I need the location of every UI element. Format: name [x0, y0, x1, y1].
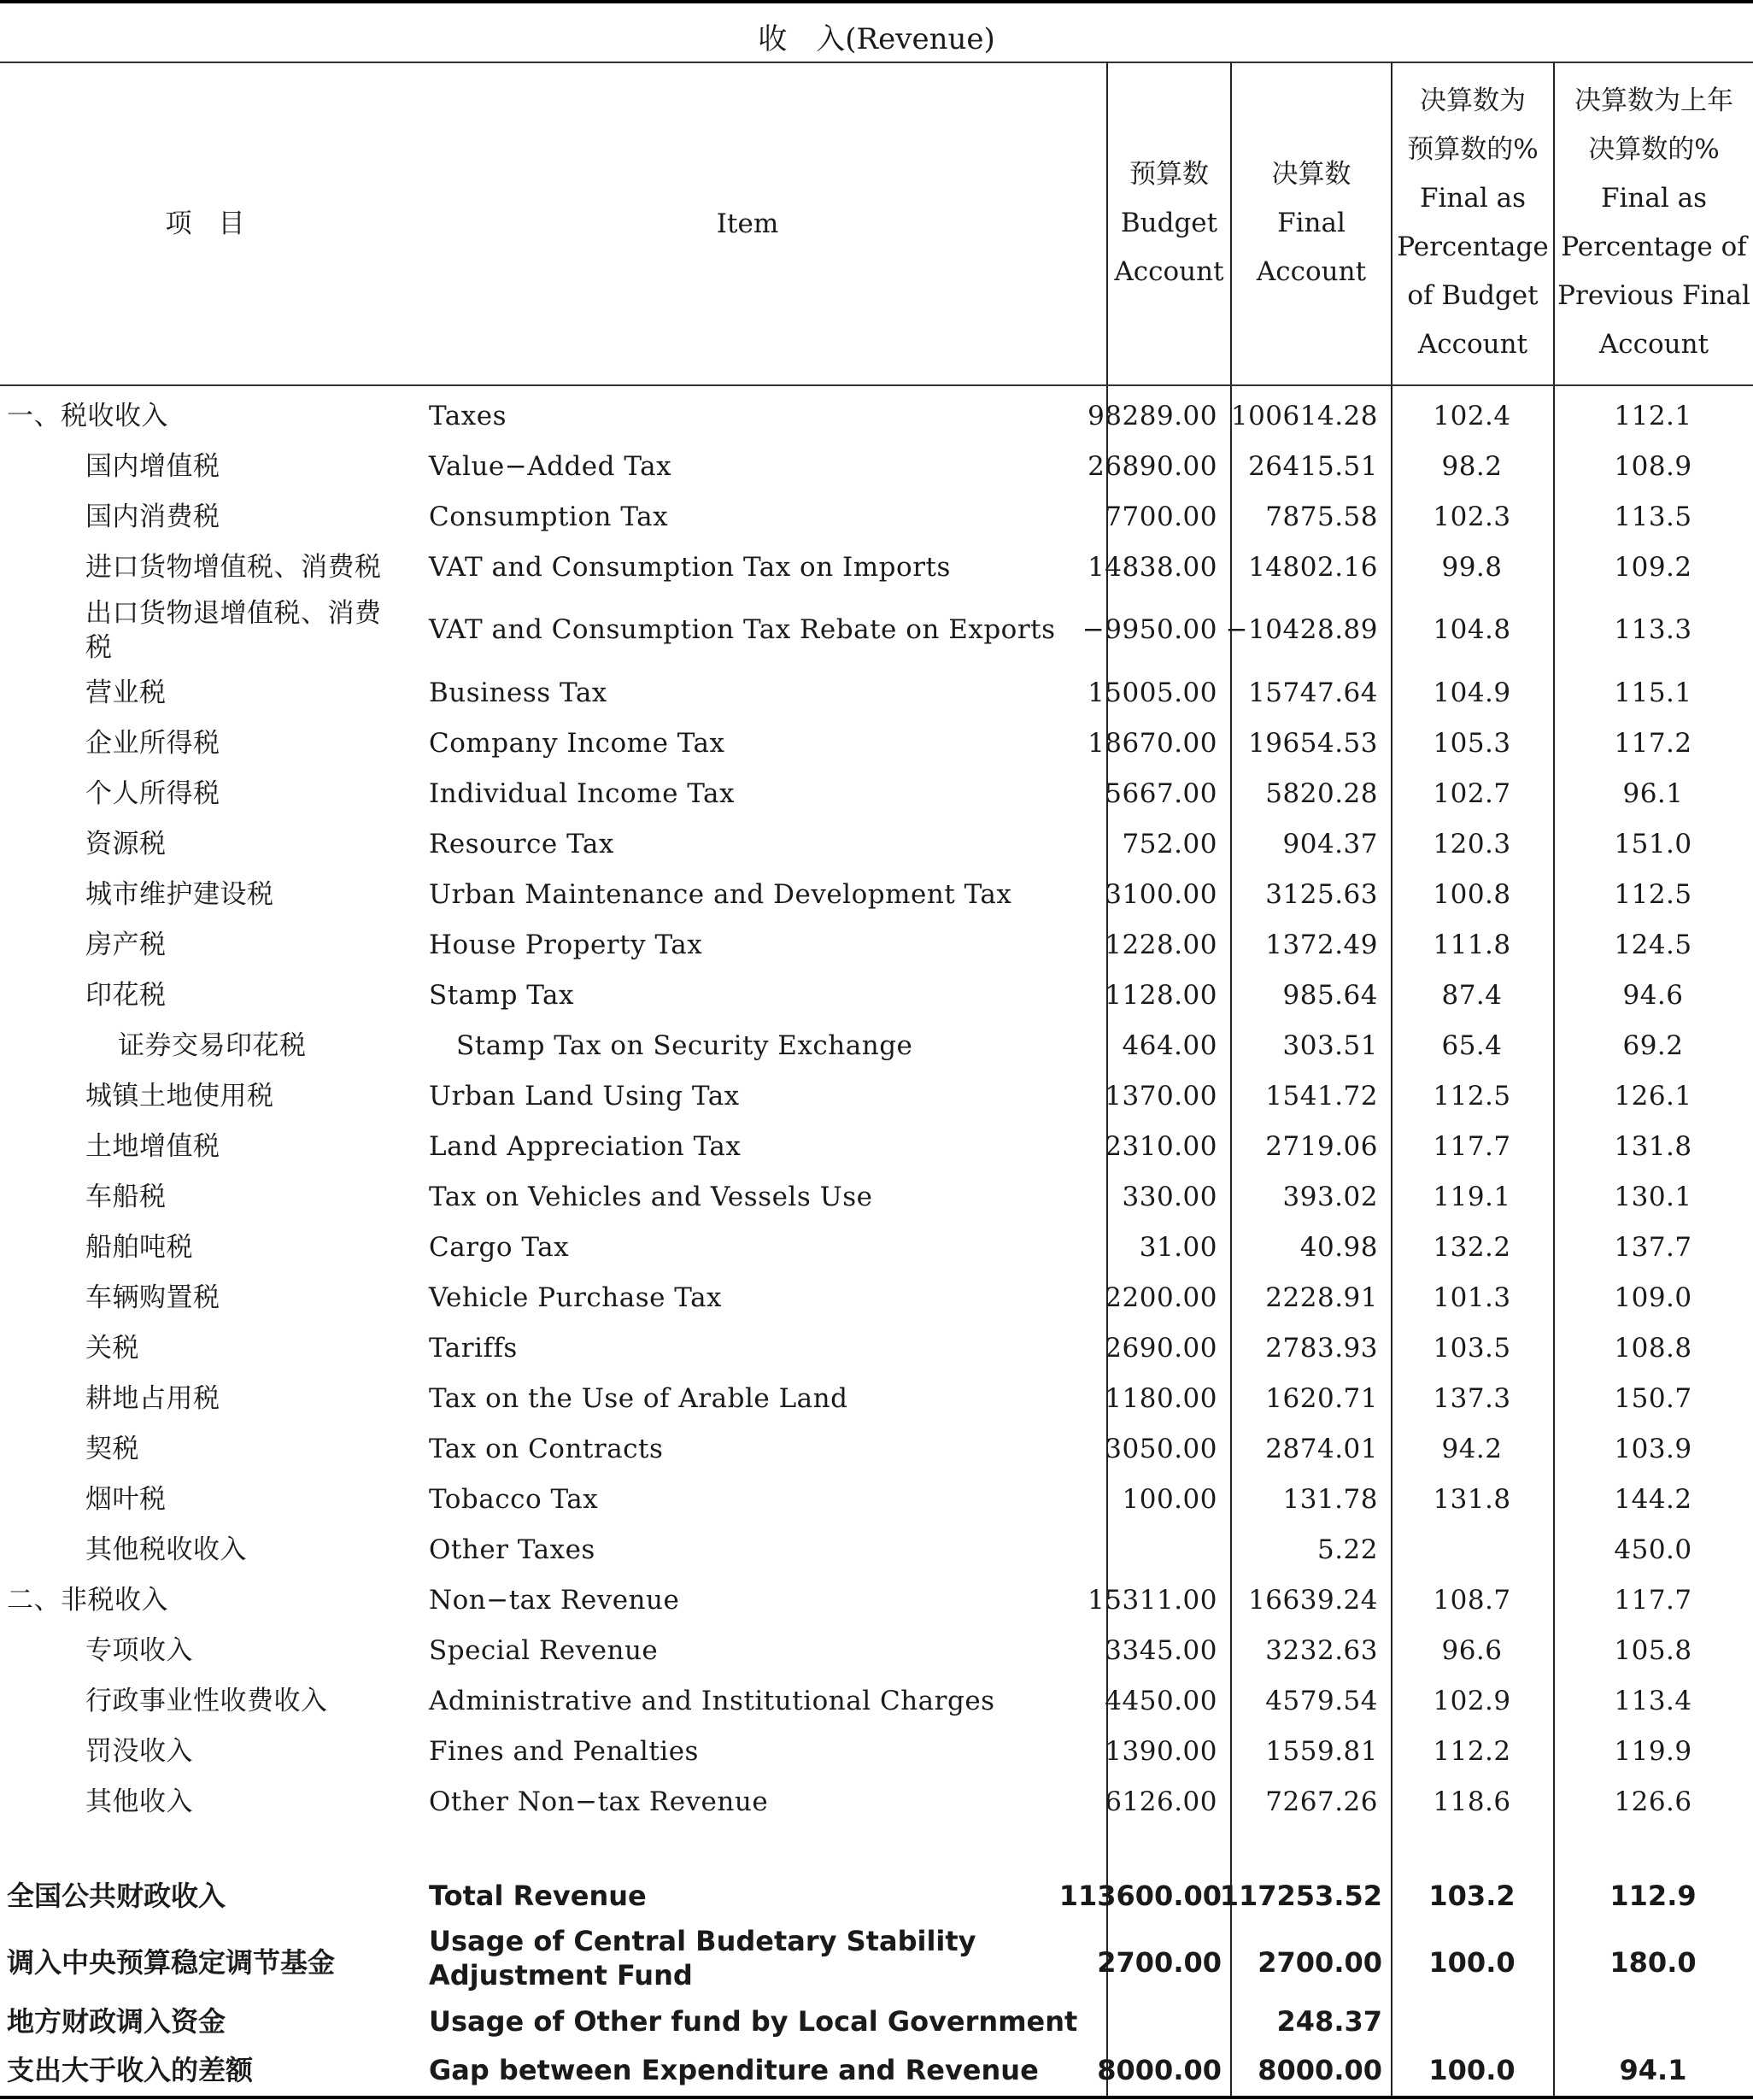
header-budget [1108, 150, 1230, 296]
row-label-cn: 罚没收入 [85, 1735, 193, 1767]
row-value-final: 1541.72 [1265, 1080, 1378, 1112]
row-value-final: 1620.71 [1265, 1382, 1378, 1414]
row-value-pct-prev: 113.5 [1614, 501, 1692, 532]
row-value-budget: 100.00 [1122, 1483, 1217, 1515]
row-value-pct-budget: 103.5 [1433, 1332, 1511, 1364]
row-value-budget: 2200.00 [1105, 1282, 1217, 1313]
summary-value-final: 117253.52 [1219, 1880, 1382, 1912]
row-value-pct-prev: 126.6 [1614, 1786, 1692, 1817]
row-value-final: 1372.49 [1265, 929, 1378, 960]
row-value-final: 5820.28 [1265, 777, 1378, 809]
summary-label-cn: 支出大于收入的差额 [7, 2053, 254, 2086]
row-label-en: Business Tax [429, 677, 607, 708]
row-value-budget: 3050.00 [1105, 1433, 1217, 1464]
row-label-en: Fines and Penalties [429, 1735, 699, 1767]
row-label-en: Non−tax Revenue [429, 1584, 680, 1616]
row-value-pct-prev: 108.9 [1614, 450, 1692, 482]
row-value-pct-prev: 151.0 [1614, 828, 1692, 859]
row-value-final: 393.02 [1282, 1181, 1378, 1212]
header-pct-budget-line: Account [1417, 329, 1528, 360]
row-value-budget: 26890.00 [1088, 450, 1217, 482]
row-value-budget: 5667.00 [1105, 777, 1217, 809]
row-value-budget: 1228.00 [1105, 929, 1217, 960]
row-label-en: House Property Tax [429, 929, 703, 960]
row-label-en: Special Revenue [429, 1634, 659, 1666]
row-value-budget: 31.00 [1139, 1231, 1217, 1263]
row-label-cn: 关税 [85, 1332, 139, 1364]
summary-label-en: Gap between Expenditure and Revenue [429, 2053, 1039, 2086]
summary-value-final: 248.37 [1276, 2004, 1382, 2038]
row-label-en: VAT and Consumption Tax on Imports [429, 551, 951, 583]
row-label-cn: 个人所得税 [85, 777, 220, 809]
row-label-cn: 营业税 [85, 677, 167, 708]
row-value-pct-prev: 113.4 [1614, 1685, 1692, 1716]
row-value-final: 5.22 [1316, 1534, 1378, 1565]
row-value-pct-budget: 87.4 [1441, 979, 1503, 1011]
row-label-cn: 车辆购置税 [85, 1282, 220, 1313]
row-value-budget: 1128.00 [1105, 979, 1217, 1011]
row-value-budget: 1370.00 [1105, 1080, 1217, 1112]
row-value-pct-prev: 115.1 [1614, 677, 1692, 708]
row-label-cn: 耕地占用税 [85, 1382, 220, 1414]
row-value-pct-prev: 69.2 [1622, 1029, 1684, 1061]
title-rule [0, 62, 1753, 63]
header-pct-budget-line: 预算数的% [1407, 134, 1539, 165]
summary-label-cn: 地方财政调入资金 [7, 2004, 226, 2038]
row-value-final: 2228.91 [1265, 1282, 1378, 1313]
header-budget-line: Budget [1120, 208, 1218, 238]
row-value-pct-budget: 131.8 [1433, 1483, 1511, 1515]
row-value-final: 2719.06 [1265, 1130, 1378, 1162]
header-pct-prev-line: 决算数为上年 [1574, 85, 1733, 116]
row-value-final: 15747.64 [1248, 677, 1378, 708]
row-label-en: Tax on Vehicles and Vessels Use [429, 1181, 873, 1212]
row-value-pct-budget: 102.9 [1433, 1685, 1511, 1716]
summary-label-cn: 调入中央预算稳定调节基金 [7, 1946, 336, 1979]
header-rule [0, 384, 1753, 386]
row-label-en: Other Taxes [429, 1534, 595, 1565]
row-value-final: 2783.93 [1265, 1332, 1378, 1364]
row-label-en: Urban Maintenance and Development Tax [429, 878, 1012, 910]
summary-value-pct-budget: 100.0 [1428, 2053, 1516, 2086]
row-label-cn: 城市维护建设税 [85, 878, 274, 910]
row-value-pct-prev: 109.0 [1614, 1282, 1692, 1313]
row-value-pct-budget: 100.8 [1433, 878, 1511, 910]
row-value-final: 16639.24 [1248, 1584, 1378, 1616]
summary-label-en: Usage of Other fund by Local Government [429, 2004, 1078, 2038]
summary-value-pct-budget: 103.2 [1428, 1880, 1516, 1912]
row-value-pct-prev: 109.2 [1614, 551, 1692, 583]
row-value-pct-prev: 137.7 [1614, 1231, 1692, 1263]
row-value-pct-prev: 117.2 [1614, 727, 1692, 759]
row-label-en: Resource Tax [429, 828, 614, 859]
row-label-en: Tax on Contracts [429, 1433, 664, 1464]
row-label-en: Tax on the Use of Arable Land [429, 1382, 848, 1414]
row-value-budget: 18670.00 [1088, 727, 1217, 759]
row-value-pct-budget: 105.3 [1433, 727, 1511, 759]
row-label-cn: 证券交易印花税 [118, 1029, 307, 1061]
row-value-budget: 464.00 [1122, 1029, 1217, 1061]
row-label-en: Urban Land Using Tax [429, 1080, 740, 1112]
row-value-pct-budget: 102.3 [1433, 501, 1511, 532]
row-value-final: 3232.63 [1265, 1634, 1378, 1666]
row-label-en: Administrative and Institutional Charges [429, 1685, 995, 1716]
header-final-line: 决算数 [1271, 159, 1351, 190]
row-label-cn: 其他收入 [85, 1786, 193, 1817]
summary-label-en: Usage of Central Budetary Stability Adjustment Fund [429, 1925, 976, 1991]
row-value-pct-prev: 112.1 [1614, 400, 1692, 431]
row-value-final: 100614.28 [1230, 400, 1378, 431]
row-value-pct-prev: 124.5 [1614, 929, 1692, 960]
row-value-final: 2874.01 [1265, 1433, 1378, 1464]
row-value-final: 3125.63 [1265, 878, 1378, 910]
row-value-pct-prev: 119.9 [1614, 1735, 1692, 1767]
row-value-final: 7875.58 [1265, 501, 1378, 532]
row-value-pct-budget: 104.9 [1433, 677, 1511, 708]
row-label-cn: 车船税 [85, 1181, 167, 1212]
row-label-en: Individual Income Tax [429, 777, 736, 809]
row-value-pct-budget: 119.1 [1433, 1181, 1511, 1212]
row-value-pct-budget: 94.2 [1441, 1433, 1503, 1464]
row-value-pct-budget: 65.4 [1441, 1029, 1503, 1061]
row-value-pct-prev: 112.5 [1614, 878, 1692, 910]
row-value-pct-budget: 98.2 [1441, 450, 1503, 482]
row-value-pct-budget: 102.7 [1433, 777, 1511, 809]
row-value-pct-prev: 108.8 [1614, 1332, 1692, 1364]
summary-value-pct-budget: 100.0 [1428, 1946, 1516, 1979]
row-value-budget: 1180.00 [1105, 1382, 1217, 1414]
row-value-pct-prev: 144.2 [1614, 1483, 1692, 1515]
row-value-final: 904.37 [1282, 828, 1378, 859]
row-value-final: 7267.26 [1265, 1786, 1378, 1817]
table-title: 收 入(Revenue) [758, 22, 995, 56]
header-final [1232, 150, 1391, 296]
header-pct-budget-line: Percentage [1397, 232, 1549, 262]
row-value-pct-budget: 117.7 [1433, 1130, 1511, 1162]
row-value-pct-prev: 94.6 [1622, 979, 1684, 1011]
row-label-cn: 其他税收收入 [85, 1534, 247, 1565]
row-label-en: VAT and Consumption Tax Rebate on Exports [429, 614, 1056, 645]
row-value-final: 40.98 [1299, 1231, 1378, 1263]
row-label-cn: 行政事业性收费收入 [85, 1685, 328, 1716]
row-label-en: Tobacco Tax [429, 1483, 599, 1515]
row-label-cn: 进口货物增值税、消费税 [85, 551, 382, 583]
row-value-pct-budget: 108.7 [1433, 1584, 1511, 1616]
row-value-budget: 3100.00 [1105, 878, 1217, 910]
row-value-pct-prev: 103.9 [1614, 1433, 1692, 1464]
row-label-cn: 专项收入 [85, 1634, 193, 1666]
row-value-budget: 330.00 [1122, 1181, 1217, 1212]
row-value-final: 303.51 [1282, 1029, 1378, 1061]
row-value-pct-budget: 120.3 [1433, 828, 1511, 859]
row-value-pct-prev: 105.8 [1614, 1634, 1692, 1666]
row-value-budget: −9950.00 [1082, 614, 1217, 645]
header-final-line: Final [1277, 208, 1346, 238]
row-value-final: 4579.54 [1265, 1685, 1378, 1716]
row-value-pct-prev: 131.8 [1614, 1130, 1692, 1162]
row-value-pct-budget: 96.6 [1441, 1634, 1503, 1666]
header-pct-prev-line: Percentage of [1561, 232, 1747, 262]
row-value-final: 14802.16 [1248, 551, 1378, 583]
header-pct-budget-line: 决算数为 [1420, 85, 1526, 116]
header-pct-prev-line: Previous Final [1557, 280, 1750, 311]
row-label-cn: 国内增值税 [85, 450, 220, 482]
row-value-budget: 2310.00 [1105, 1130, 1217, 1162]
row-value-budget: 98289.00 [1088, 400, 1217, 431]
row-value-pct-prev: 130.1 [1614, 1181, 1692, 1212]
row-value-budget: 2690.00 [1105, 1332, 1217, 1364]
row-value-final: 19654.53 [1248, 727, 1378, 759]
row-value-pct-prev: 150.7 [1614, 1382, 1692, 1414]
header-pct-budget-line: Final as [1419, 183, 1527, 214]
summary-value-budget: 2700.00 [1097, 1946, 1222, 1979]
row-value-pct-prev: 113.3 [1614, 614, 1692, 645]
row-label-cn: 烟叶税 [85, 1483, 167, 1515]
header-pct-budget [1392, 77, 1553, 369]
summary-value-budget: 8000.00 [1097, 2053, 1222, 2086]
row-value-pct-prev: 96.1 [1622, 777, 1684, 809]
header-pct-budget-line: of Budget [1407, 280, 1539, 311]
summary-value-pct-prev: 112.9 [1609, 1880, 1697, 1912]
row-value-budget: 1390.00 [1105, 1735, 1217, 1767]
row-value-pct-budget: 137.3 [1433, 1382, 1511, 1414]
summary-label-en: Total Revenue [429, 1880, 647, 1912]
row-value-pct-budget: 102.4 [1433, 400, 1511, 431]
row-value-final: 131.78 [1282, 1483, 1378, 1515]
row-label-cn: 印花税 [85, 979, 167, 1011]
row-value-pct-prev: 117.7 [1614, 1584, 1692, 1616]
row-label-cn: 一、税收收入 [7, 400, 168, 431]
bottom-rule [0, 2096, 1753, 2099]
row-label-cn: 出口货物退增值税、消费税 [85, 598, 382, 663]
row-value-budget: 4450.00 [1105, 1685, 1217, 1716]
row-label-en: Taxes [429, 400, 507, 431]
top-rule [0, 0, 1753, 3]
row-label-cn: 船舶吨税 [85, 1231, 193, 1263]
row-value-pct-prev: 126.1 [1614, 1080, 1692, 1112]
row-label-cn: 土地增值税 [85, 1130, 220, 1162]
row-label-en: Land Appreciation Tax [429, 1130, 742, 1162]
row-value-final: 1559.81 [1265, 1735, 1378, 1767]
header-pct-prev-line: Final as [1600, 183, 1708, 214]
row-label-cn: 房产税 [85, 929, 167, 960]
row-label-cn: 契税 [85, 1433, 139, 1464]
summary-value-final: 8000.00 [1258, 2053, 1382, 2086]
row-value-pct-budget: 104.8 [1433, 614, 1511, 645]
row-value-budget: 7700.00 [1105, 501, 1217, 532]
row-value-budget: 14838.00 [1088, 551, 1217, 583]
row-value-final: 26415.51 [1248, 450, 1378, 482]
row-label-cn: 资源税 [85, 828, 167, 859]
header-pct-prev [1555, 77, 1753, 369]
row-label-en: Stamp Tax [429, 979, 575, 1011]
row-label-en: Other Non−tax Revenue [429, 1786, 769, 1817]
summary-label-cn: 全国公共财政收入 [7, 1880, 226, 1912]
header-pct-prev-line: Account [1598, 329, 1709, 360]
summary-value-final: 2700.00 [1258, 1946, 1382, 1979]
row-value-pct-budget: 99.8 [1441, 551, 1503, 583]
row-label-en: Consumption Tax [429, 501, 669, 532]
row-value-pct-budget: 112.5 [1433, 1080, 1511, 1112]
row-value-budget: 15005.00 [1088, 677, 1217, 708]
row-value-pct-prev: 450.0 [1614, 1534, 1692, 1565]
row-label-en: Cargo Tax [429, 1231, 570, 1263]
header-item-en: Item [716, 208, 779, 239]
summary-value-pct-prev: 94.1 [1619, 2053, 1687, 2086]
row-value-pct-budget: 118.6 [1433, 1786, 1511, 1817]
row-label-cn: 二、非税收入 [7, 1584, 168, 1616]
row-value-pct-budget: 112.2 [1433, 1735, 1511, 1767]
row-label-cn: 城镇土地使用税 [85, 1080, 274, 1112]
row-label-en: Tariffs [429, 1332, 518, 1364]
header-pct-prev-line: 决算数的% [1588, 134, 1720, 165]
row-value-pct-budget: 101.3 [1433, 1282, 1511, 1313]
row-label-en: Vehicle Purchase Tax [429, 1282, 723, 1313]
summary-value-budget: 113600.00 [1058, 1880, 1222, 1912]
header-budget-line: Account [1114, 256, 1224, 287]
row-value-budget: 752.00 [1122, 828, 1217, 859]
header-budget-line: 预算数 [1129, 159, 1209, 190]
row-label-en: Stamp Tax on Security Exchange [456, 1029, 913, 1061]
row-label-cn: 企业所得税 [85, 727, 220, 759]
row-value-pct-budget: 111.8 [1433, 929, 1511, 960]
row-value-final: 985.64 [1282, 979, 1378, 1011]
header-item-cn: 项 目 [165, 208, 245, 239]
row-label-en: Value−Added Tax [429, 450, 672, 482]
row-value-budget: 15311.00 [1088, 1584, 1217, 1616]
row-label-cn: 国内消费税 [85, 501, 220, 532]
row-value-pct-budget: 132.2 [1433, 1231, 1511, 1263]
header-final-line: Account [1256, 256, 1367, 287]
row-value-budget: 6126.00 [1105, 1786, 1217, 1817]
summary-value-pct-prev: 180.0 [1609, 1946, 1697, 1979]
row-value-budget: 3345.00 [1105, 1634, 1217, 1666]
row-value-final: −10428.89 [1225, 614, 1378, 645]
row-label-en: Company Income Tax [429, 727, 725, 759]
